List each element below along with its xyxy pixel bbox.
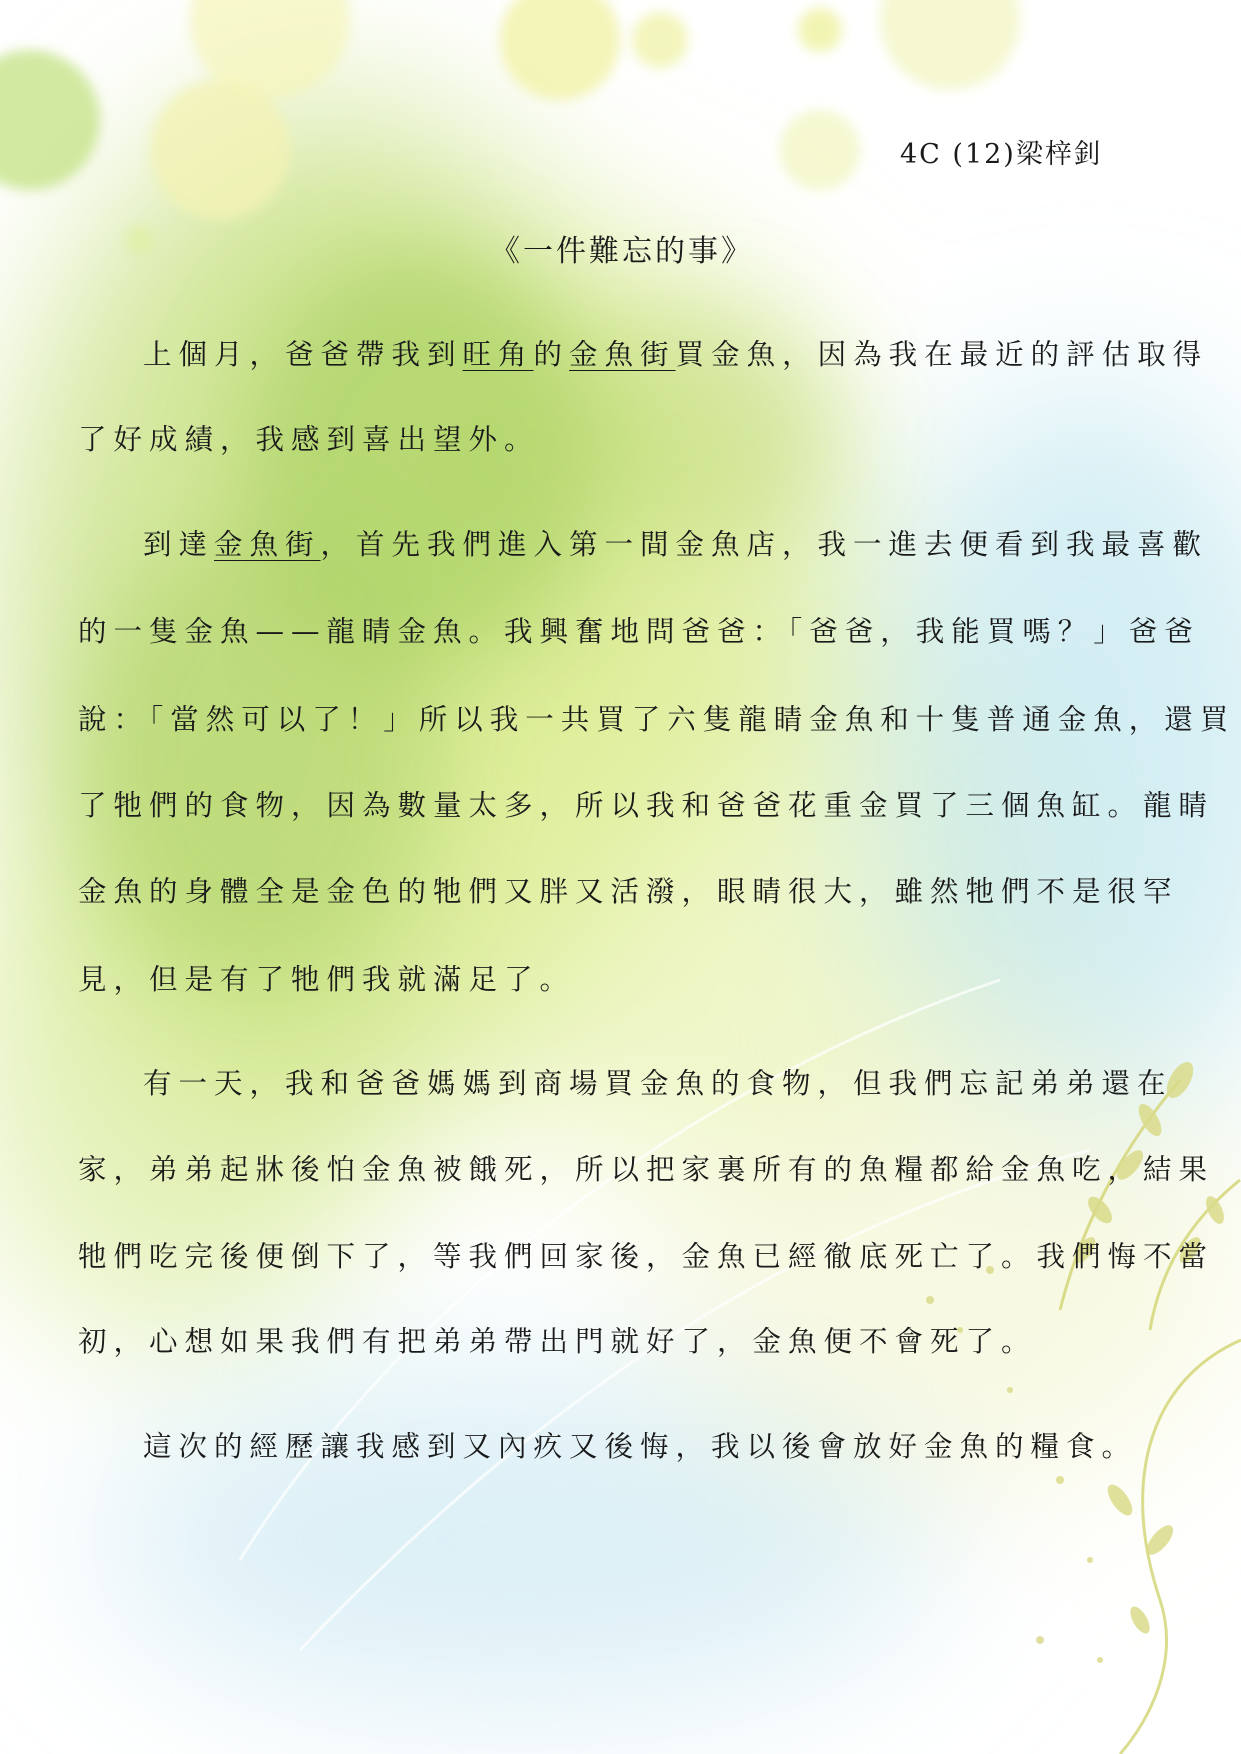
essay-title: 《一件難忘的事》: [490, 234, 754, 269]
text-segment: 到達: [143, 528, 215, 561]
paragraph-1-line-1: [143, 335, 1209, 375]
place-name-goldfish-street: 金魚街: [569, 338, 676, 371]
paragraph-4-line-1: 這次的經歷讓我感到又內疚又後悔，我以後會放好金魚的糧食。: [143, 1430, 1138, 1463]
text-segment: ，首先我們進入第一間金魚店，我一進去便看到我最喜歡: [320, 528, 1209, 561]
paragraph-2-line-2: 的一隻金魚——龍睛金魚。我興奮地問爸爸：「爸爸，我能買嗎？」爸爸: [78, 615, 1200, 648]
place-name-goldfish-street: 金魚街: [214, 528, 321, 561]
paragraph-2-line-3: 說：「當然可以了！」所以我一共買了六隻龍睛金魚和十隻普通金魚，還買: [78, 703, 1236, 736]
text-segment: 買金魚，因為我在最近的評估取得: [675, 338, 1209, 371]
paragraph-2-line-6: 見，但是有了牠們我就滿足了。: [78, 963, 576, 996]
paragraph-2-line-4: 了牠們的食物，因為數量太多，所以我和爸爸花重金買了三個魚缸。龍睛: [78, 789, 1215, 822]
paragraph-2-line-5: 金魚的身體全是金色的牠們又胖又活潑，眼睛很大，雖然牠們不是很罕: [78, 875, 1179, 908]
paragraph-3-line-1: 有一天，我和爸爸媽媽到商場買金魚的食物，但我們忘記弟弟還在: [143, 1067, 1173, 1100]
paragraph-3-line-2: 家，弟弟起牀後怕金魚被餓死，所以把家裏所有的魚糧都給金魚吃，結果: [78, 1153, 1215, 1186]
place-name-mongkok: 旺角: [462, 338, 534, 371]
text-segment: 上個月，爸爸帶我到: [143, 338, 463, 371]
paragraph-3-line-3: 牠們吃完後便倒下了，等我們回家後，金魚已經徹底死亡了。我們悔不當: [78, 1240, 1215, 1273]
text-segment: 的: [533, 338, 570, 371]
paragraph-3-line-4: 初，心想如果我們有把弟弟帶出門就好了，金魚便不會死了。: [78, 1325, 1037, 1358]
author-line: 4C (12)梁梓釗: [900, 139, 1103, 170]
paragraph-1-line-2: 了好成績，我感到喜出望外。: [78, 423, 540, 456]
paragraph-2-line-1: [143, 525, 1209, 565]
